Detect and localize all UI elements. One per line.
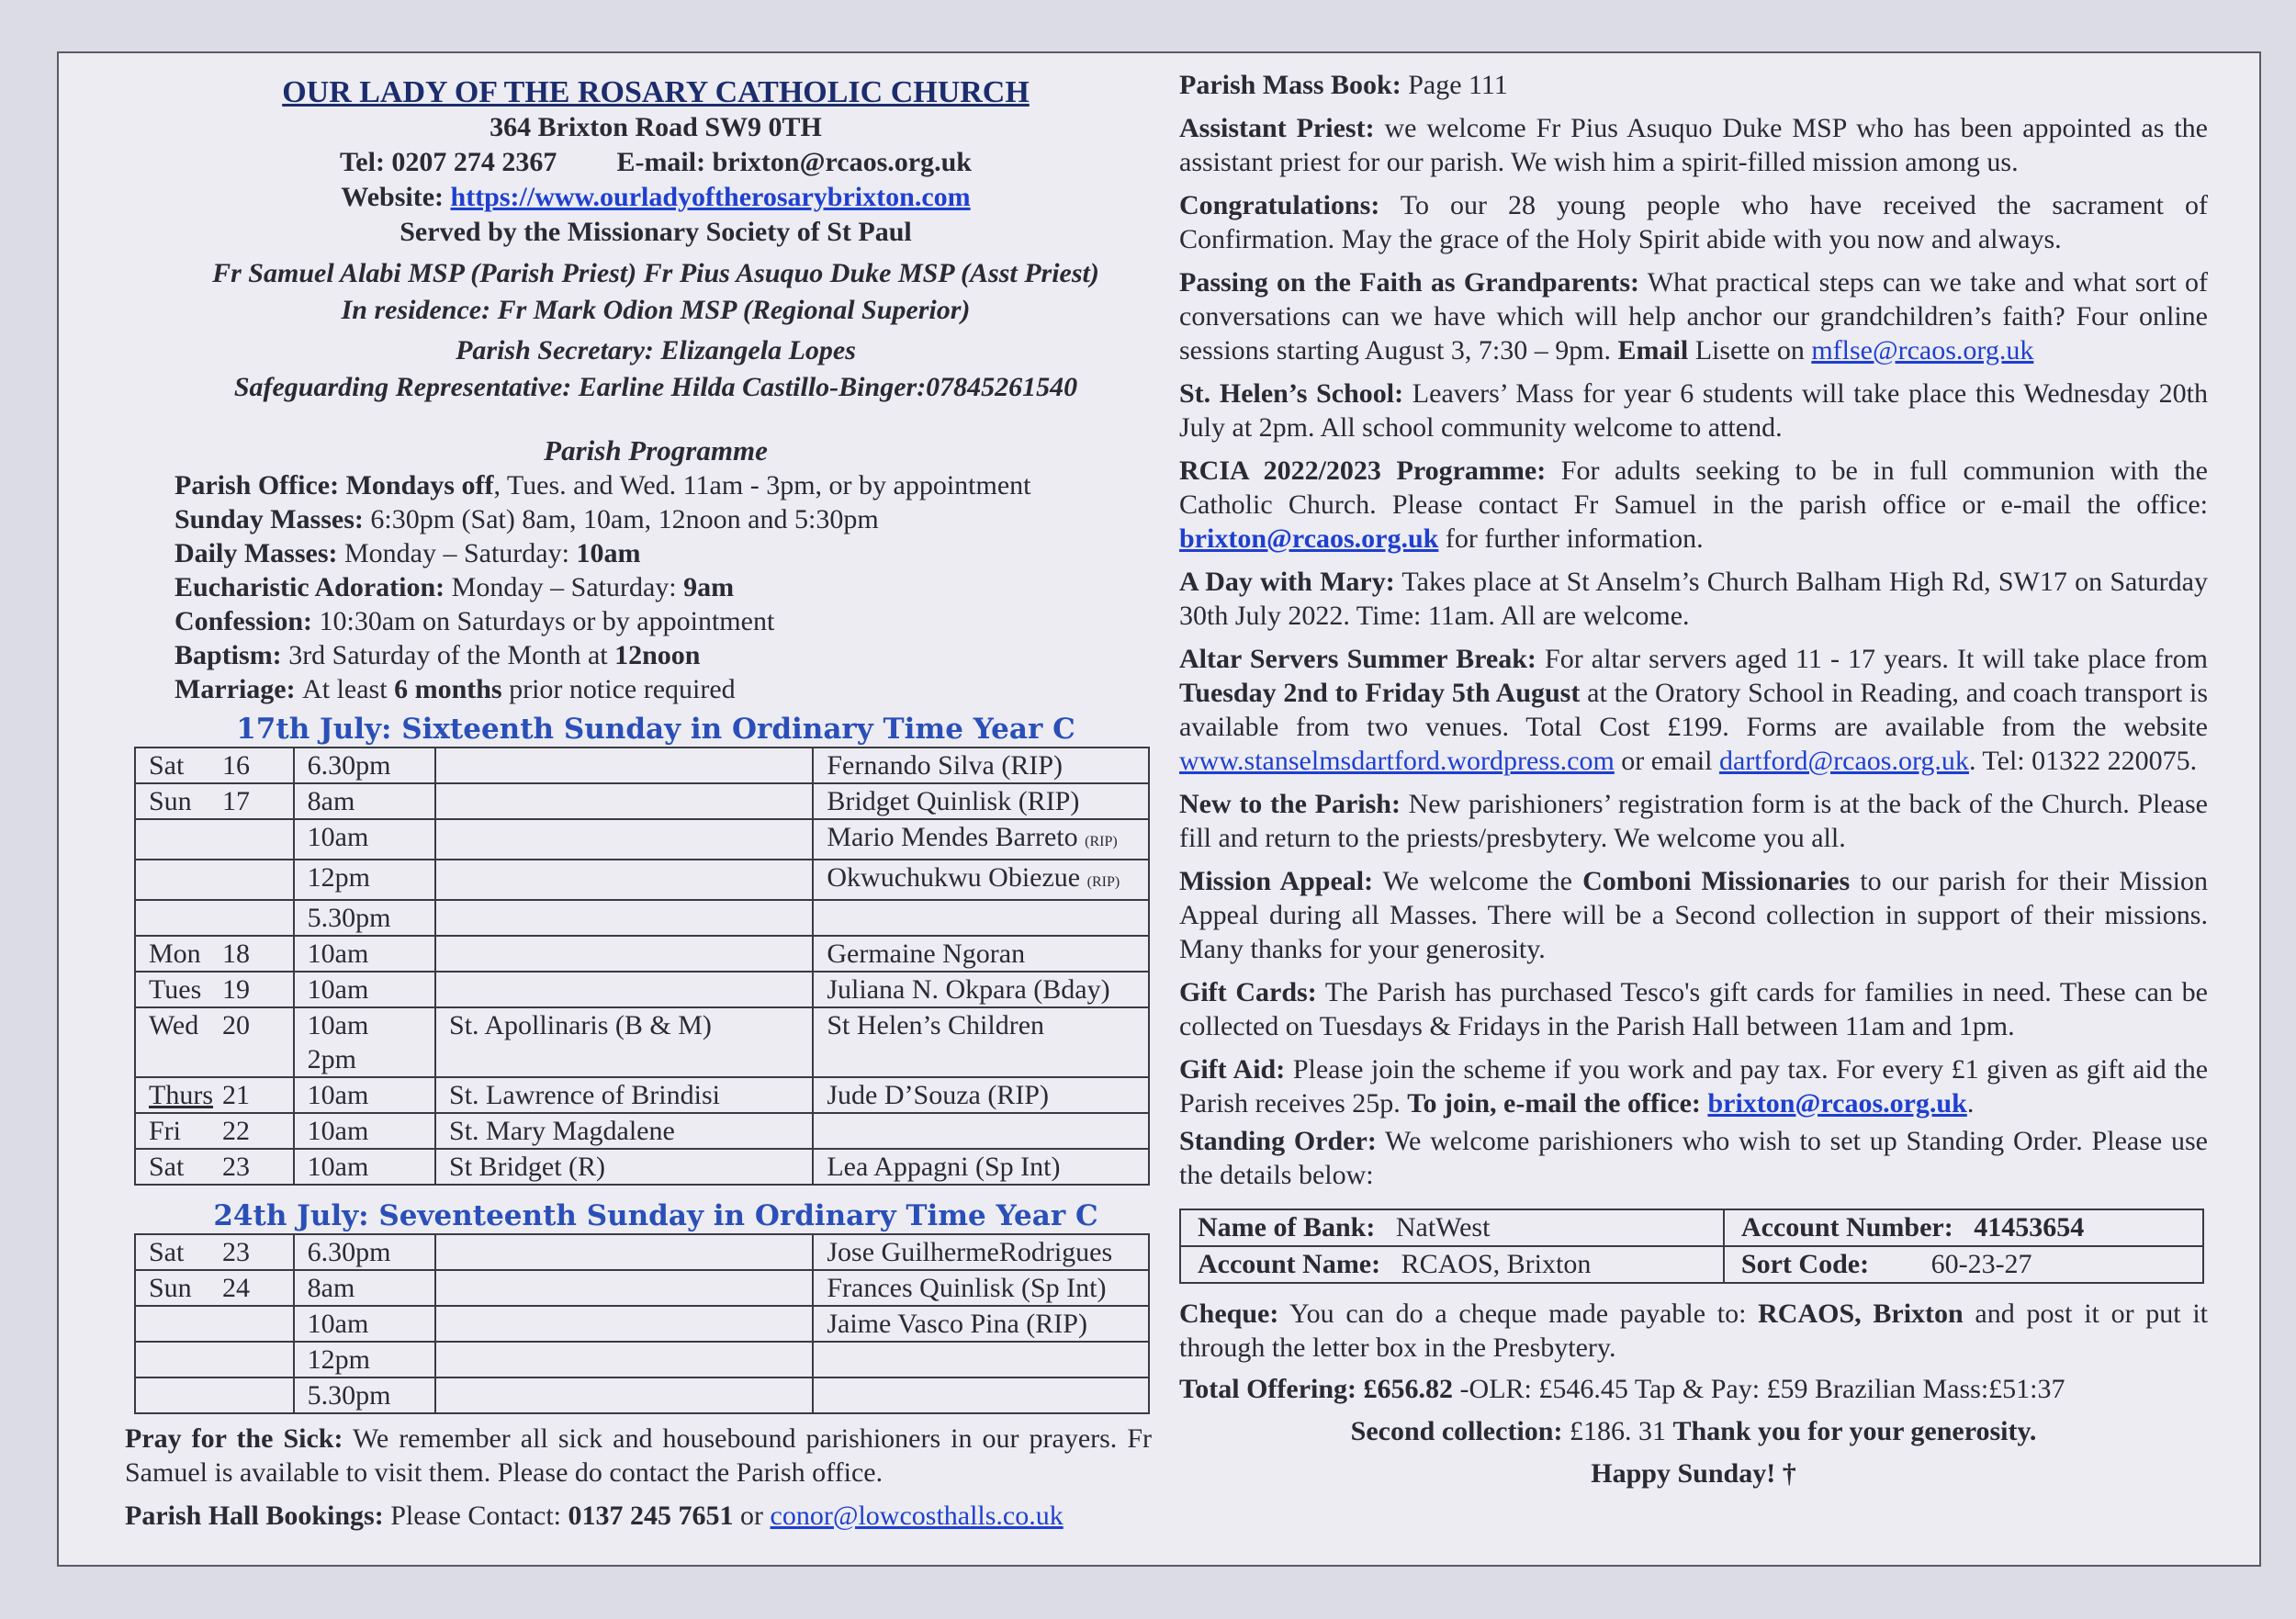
time-cell — [294, 860, 435, 900]
feast-cell — [435, 860, 813, 900]
time-cell — [294, 1149, 435, 1185]
week2-title: 24th July: Seventeenth Sunday in Ordinary Time Year C — [213, 1199, 1098, 1232]
mass-row — [135, 900, 1149, 936]
account-name-cell: Account Name: RCAOS, Brixton — [1180, 1246, 1724, 1283]
notice-standing-order: Standing Order: We welcome parishioners who wish to set up Standing Order. Please use the details below: — [1179, 1126, 2208, 1190]
intention-cell — [813, 1270, 1149, 1306]
feast-cell — [435, 1270, 813, 1306]
day-cell — [135, 1234, 294, 1270]
feast-cell — [435, 748, 813, 783]
feast-cell: St. Apollinaris (B & M) — [435, 1007, 813, 1077]
email-contact: E-mail: brixton@rcaos.org.uk — [616, 147, 972, 177]
day-cell — [135, 972, 294, 1007]
day-date: 16 — [222, 750, 250, 781]
second-collection: Second collection: £186. 31 Thank you for your generosity. — [1350, 1416, 2037, 1446]
week2-table — [134, 1233, 1150, 1414]
mass-time: 10am — [307, 1116, 369, 1146]
intention-text: Juliana N. Okpara (Bday) — [827, 974, 1110, 1005]
day-cell — [135, 819, 294, 860]
day-cell — [135, 1306, 294, 1342]
intention-text: Mario Mendes Barreto — [827, 822, 1078, 852]
notice-altar-servers: Altar Servers Summer Break: For altar servers aged 11 - 17 years. It will take place from Tuesday 2nd to Friday 5th August at the Oratory School in Reading, and coach transport is available from two venues. Total Cost £199. Forms are available from the website www.stanselmsdartford.wordpress.com or email dartford@rcaos.org.uk. Tel: 01322 220075. — [1179, 644, 2209, 776]
day-cell — [135, 860, 294, 900]
time-cell — [294, 1077, 435, 1113]
time-cell — [294, 1270, 435, 1306]
time-cell — [294, 783, 435, 819]
feast-cell — [435, 936, 813, 972]
programme-line: Baptism: 3rd Saturday of the Month at 12noon — [174, 640, 701, 670]
mass-row — [135, 1342, 1149, 1377]
time-cell — [294, 1234, 435, 1270]
time-cell — [294, 900, 435, 936]
feast-cell — [435, 972, 813, 1007]
programme-line: Confession: 10:30am on Saturdays or by appointment — [174, 606, 775, 636]
notice-st-helens: St. Helen’s School: Leavers’ Mass for year 6 students will take place this Wednesday 20th July at 2pm. All school community welcome to attend. — [1179, 378, 2208, 443]
contact-line — [114, 145, 1198, 180]
intention-text: Jaime Vasco Pina (RIP) — [827, 1309, 1087, 1339]
notice-grandparents: Passing on the Faith as Grandparents: What practical steps can we take and what sort of conversations can we have which will help anchor our grandchildren’s faith? Four online sessions starting August 3, 7:30 – 9pm. Email Lisette on mflse@rcaos.org.uk — [1179, 267, 2208, 365]
intention-text: Fernando Silva (RIP) — [827, 750, 1063, 781]
mass-time: 5.30pm — [307, 903, 391, 933]
day-cell — [135, 1377, 294, 1413]
day-cell — [135, 900, 294, 936]
notice-mission-appeal: Mission Appeal: We welcome the Comboni Missionaries to our parish for their Mission Appeal during all Masses. There will be a Second collection in support of their missions. Many thanks for your generosity. — [1179, 866, 2208, 964]
intention-cell — [813, 1306, 1149, 1342]
intention-cell — [813, 748, 1149, 783]
mass-time: 6.30pm — [307, 750, 391, 781]
giftaid-email-link[interactable]: brixton@rcaos.org.uk — [1707, 1088, 1967, 1119]
day-cell — [135, 748, 294, 783]
mass-time: 10am — [307, 1080, 369, 1110]
feast-cell — [435, 819, 813, 860]
mass-book: Parish Mass Book: Page 111 — [1179, 70, 1508, 100]
telephone: Tel: 0207 274 2367 — [340, 147, 557, 177]
day-name: Sun — [149, 1273, 192, 1303]
intention-cell — [813, 972, 1149, 1007]
mass-time: 8am — [307, 786, 355, 816]
intention-text: St Helen’s Children — [827, 1010, 1045, 1040]
time-cell — [294, 1113, 435, 1149]
day-name: Mon — [149, 939, 201, 969]
notice-congratulations: Congratulations: To our 28 young people who have received the sacrament of Confirmation. May the grace of the Holy Spirit abide with you now and always. — [1179, 190, 2208, 254]
church-name: OUR LADY OF THE ROSARY CATHOLIC CHURCH — [282, 75, 1030, 109]
programme-line: Daily Masses: Monday – Saturday: 10am — [174, 538, 641, 568]
day-date: 20 — [222, 1010, 250, 1040]
day-cell — [135, 1342, 294, 1377]
day-name: Sat — [149, 1152, 185, 1182]
feast-cell — [435, 1234, 813, 1270]
programme-list — [174, 468, 1198, 706]
website-line — [114, 180, 1198, 215]
day-cell — [135, 1113, 294, 1149]
account-number-cell: Account Number: 41453654 — [1724, 1209, 2203, 1246]
day-date: 22 — [222, 1116, 250, 1146]
notice-assistant-priest: Assistant Priest: we welcome Fr Pius Asuquo Duke MSP who has been appointed as the assistant priest for our parish. We wish him a spirit-filled mission among us. — [1179, 113, 2208, 177]
programme-line: Parish Office: Mondays off, Tues. and Wed. 11am - 3pm, or by appointment — [174, 470, 1031, 500]
day-cell — [135, 1270, 294, 1306]
intention-text: Bridget Quinlisk (RIP) — [827, 786, 1080, 816]
mass-time: 10am — [307, 1309, 369, 1339]
bank-row — [1180, 1246, 2203, 1283]
intention-tag: (RIP) — [1086, 874, 1120, 890]
feast-cell — [435, 900, 813, 936]
mass-row — [135, 972, 1149, 1007]
mflse-email-link[interactable]: mflse@rcaos.org.uk — [1811, 335, 2034, 365]
feast-cell — [435, 1306, 813, 1342]
mass-time: 8am — [307, 1273, 355, 1303]
sort-code-cell: Sort Code: 60-23-27 — [1724, 1246, 2203, 1283]
programme-line: Eucharistic Adoration: Monday – Saturday: 9am — [174, 572, 735, 602]
time-cell — [294, 819, 435, 860]
intention-tag: (RIP) — [1085, 834, 1118, 849]
feast-cell: St. Mary Magdalene — [435, 1113, 813, 1149]
right-column — [1179, 68, 2208, 1491]
day-name: Sat — [149, 750, 185, 781]
programme-line: Sunday Masses: 6:30pm (Sat) 8am, 10am, 12noon and 5:30pm — [174, 504, 879, 534]
programme-line: Marriage: At least 6 months prior notice required — [174, 674, 736, 704]
intention-cell — [813, 1342, 1149, 1377]
day-date: 18 — [222, 939, 250, 969]
week1-table — [134, 747, 1150, 1186]
mass-row — [135, 860, 1149, 900]
day-name: Fri — [149, 1116, 182, 1146]
intention-cell — [813, 1113, 1149, 1149]
feast-cell — [435, 1342, 813, 1377]
mass-time: 10am — [307, 1010, 369, 1040]
mass-time: 12pm — [307, 862, 370, 893]
intention-cell — [813, 1077, 1149, 1113]
mass-row — [135, 1270, 1149, 1306]
mass-row — [135, 936, 1149, 972]
mass-time: 10am — [307, 1152, 369, 1182]
mass-time: 10am — [307, 974, 369, 1005]
time-cell — [294, 972, 435, 1007]
intention-text: Jude D’Souza (RIP) — [827, 1080, 1049, 1110]
day-cell — [135, 783, 294, 819]
day-cell — [135, 1149, 294, 1185]
day-date: 23 — [222, 1152, 250, 1182]
mass-time: 5.30pm — [307, 1380, 391, 1411]
time-cell — [294, 1007, 435, 1077]
intention-text: Germaine Ngoran — [827, 939, 1026, 969]
mass-row — [135, 1377, 1149, 1413]
time-cell — [294, 1377, 435, 1413]
feast-cell — [435, 783, 813, 819]
day-name: Tues — [149, 974, 202, 1005]
notice-new-parish: New to the Parish: New parishioners’ registration form is at the back of the Church. Please fill and return to the priests/presbytery. We welcome you all. — [1179, 789, 2209, 853]
intention-cell — [813, 1007, 1149, 1077]
mass-time: 10am — [307, 939, 369, 969]
day-cell — [135, 1007, 294, 1077]
notice-gift-aid: Gift Aid: Please join the scheme if you work and pay tax. For every £1 given as gift aid the Parish receives 25p. To join, e-mail the office: brixton@rcaos.org.uk. — [1179, 1054, 2209, 1119]
mass-row — [135, 1234, 1149, 1270]
intention-cell — [813, 860, 1149, 900]
website-link[interactable]: https://www.ourladyoftherosarybrixton.com — [450, 182, 971, 212]
week1-title: 17th July: Sixteenth Sunday in Ordinary Time Year C — [236, 713, 1075, 746]
time-cell — [294, 748, 435, 783]
mass-row — [135, 783, 1149, 819]
day-name: Wed — [149, 1010, 199, 1040]
day-cell — [135, 1077, 294, 1113]
mass-time: 12pm — [307, 1344, 370, 1375]
day-name: Sat — [149, 1237, 185, 1267]
residence-line: In residence: Fr Mark Odion MSP (Regional Superior) — [341, 295, 971, 325]
priests-line: Fr Samuel Alabi MSP (Parish Priest) Fr Pius Asuquo Duke MSP (Asst Priest) — [212, 258, 1099, 288]
bank-row — [1180, 1209, 2203, 1246]
website-label: Website: — [341, 182, 451, 212]
left-column — [114, 70, 1198, 1533]
mass-row — [135, 748, 1149, 783]
dartford-email-link[interactable]: dartford@rcaos.org.uk — [1718, 746, 1969, 776]
day-date: 21 — [222, 1080, 250, 1110]
mass-row — [135, 1306, 1149, 1342]
mass-row — [135, 1113, 1149, 1149]
day-name: Thurs — [149, 1080, 213, 1110]
intention-text: Jose GuilhermeRodrigues — [827, 1237, 1113, 1267]
newsletter-sheet — [57, 51, 2261, 1567]
time-cell — [294, 936, 435, 972]
intention-cell — [813, 819, 1149, 860]
intention-cell — [813, 783, 1149, 819]
time-cell — [294, 1306, 435, 1342]
mass-row — [135, 819, 1149, 860]
hall-email-link[interactable]: conor@lowcosthalls.co.uk — [770, 1501, 1064, 1531]
day-date: 19 — [222, 974, 250, 1005]
cheque-notice: Cheque: You can do a cheque made payable to: RCAOS, Brixton and post it or put it through the letter box in the Presbytery. — [1179, 1299, 2208, 1363]
intention-text: Lea Appagni (Sp Int) — [827, 1152, 1061, 1182]
day-name: Sun — [149, 786, 192, 816]
mass-time: 2pm — [307, 1044, 356, 1074]
secretary-line: Parish Secretary: Elizangela Lopes — [456, 335, 856, 365]
mass-time: 10am — [307, 822, 369, 852]
bank-details-table — [1179, 1209, 2204, 1284]
intention-cell — [813, 1149, 1149, 1185]
stanselms-website-link[interactable]: www.stanselmsdartford.wordpress.com — [1179, 746, 1615, 776]
programme-title: Parish Programme — [544, 434, 768, 467]
mass-row — [135, 1149, 1149, 1185]
feast-cell: St Bridget (R) — [435, 1149, 813, 1185]
feast-cell: St. Lawrence of Brindisi — [435, 1077, 813, 1113]
total-offering: Total Offering: £656.82 -OLR: £546.45 Tap & Pay: £59 Brazilian Mass:£51:37 — [1179, 1374, 2065, 1404]
time-cell — [294, 1342, 435, 1377]
intention-cell — [813, 936, 1149, 972]
church-address: 364 Brixton Road SW9 0TH — [490, 112, 822, 142]
hall-bookings: Parish Hall Bookings: Please Contact: 0137 245 7651 or conor@lowcosthalls.co.uk — [125, 1501, 1064, 1531]
intention-text: Frances Quinlisk (Sp Int) — [827, 1273, 1107, 1303]
intention-cell — [813, 1234, 1149, 1270]
notice-gift-cards: Gift Cards: The Parish has purchased Tesco's gift cards for families in need. These can be collected on Tuesdays & Fridays in the Parish Hall between 11am and 1pm. — [1179, 977, 2208, 1041]
feast-cell — [435, 1377, 813, 1413]
pray-for-sick: Pray for the Sick: We remember all sick and housebound parishioners in our prayers. Fr Samuel is available to visit them. Please do contact the Parish office. — [125, 1423, 1152, 1488]
notice-rcia: RCIA 2022/2023 Programme: For adults seeking to be in full communion with the Catholic Church. Please contact Fr Samuel in the parish office or e-mail the office: brixton@rcaos.org.uk for further information. — [1179, 455, 2208, 554]
day-cell — [135, 936, 294, 972]
served-by: Served by the Missionary Society of St Paul — [400, 217, 912, 247]
intention-text: Okwuchukwu Obiezue — [827, 862, 1081, 893]
day-date: 24 — [222, 1273, 250, 1303]
safeguarding-line: Safeguarding Representative: Earline Hilda Castillo-Binger:07845261540 — [233, 372, 1078, 402]
mass-time: 6.30pm — [307, 1237, 391, 1267]
happy-sunday: Happy Sunday! † — [1591, 1458, 1796, 1489]
intention-cell — [813, 900, 1149, 936]
office-email-link[interactable]: brixton@rcaos.org.uk — [1179, 523, 1439, 554]
notice-day-with-mary: A Day with Mary: Takes place at St Anselm’s Church Balham High Rd, SW17 on Saturday 30th July 2022. Time: 11am. All are welcome. — [1179, 567, 2208, 631]
mass-row — [135, 1007, 1149, 1077]
day-date: 23 — [222, 1237, 250, 1267]
mass-row — [135, 1077, 1149, 1113]
intention-cell — [813, 1377, 1149, 1413]
bank-name-cell: Name of Bank: NatWest — [1180, 1209, 1724, 1246]
day-date: 17 — [222, 786, 250, 816]
